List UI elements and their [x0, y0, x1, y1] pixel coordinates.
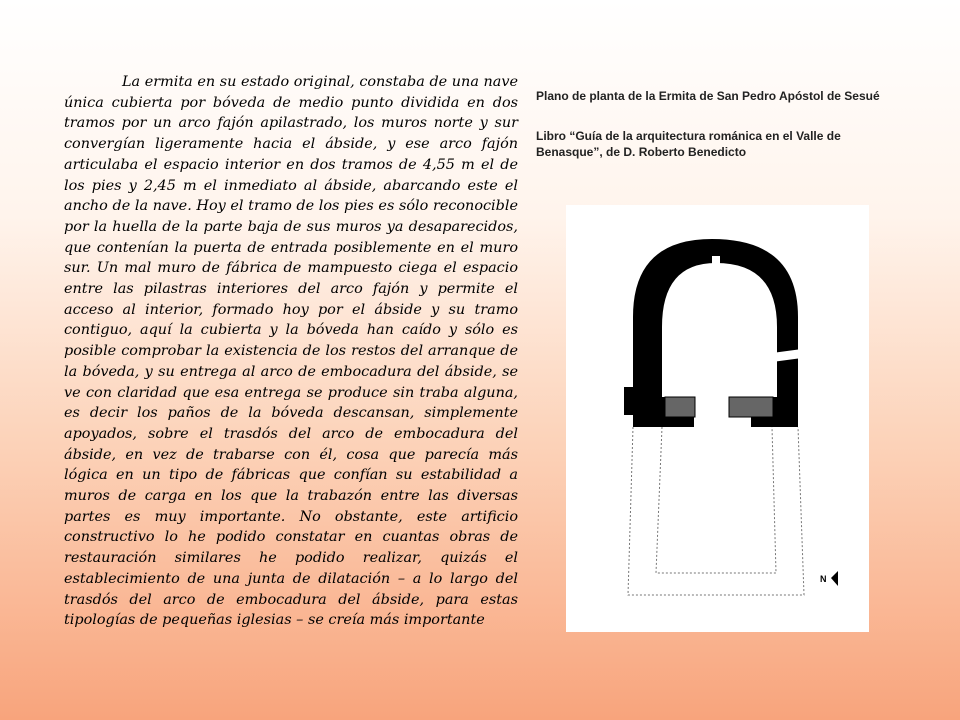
north-arrow-icon	[831, 571, 838, 586]
wall-buttress	[624, 387, 634, 415]
plan-caption: Plano de planta de la Ermita de San Pedro Apóstol de Sesué	[536, 89, 880, 103]
infill-wall-right	[729, 397, 773, 417]
infill-wall-left	[665, 397, 695, 417]
apse-window-notch	[712, 256, 720, 270]
description-paragraph: La ermita en su estado original, constaba de una nave única cubierta por bóveda de medio punto dividida en dos tramos por un arco fajón apilastrado, los muros norte y sur convergían ligeramente hacia el ábside, y ese arco fajón articulaba el espacio interior en dos tramos de 4,55 m el de los pies y 2,45 m el inmediato al ábside, abarcando este el ancho de la nave. Hoy el tramo de los pies es sólo reconocible por la huella de la parte baja de sus muros ya desaparecidos, que contenían la puerta de entrada posiblemente en el muro sur. Un mal muro de fábrica de mampuesto ciega el espacio entre las pilastras interiores del arco fajón y permite el acceso al interior, formado hoy por el ábside y su tramo contiguo, aquí la cubierta y la bóveda han caído y sólo es posible comprobar la existencia de los restos del arranque de la bóveda, y su entrega al arco de embocadura del ábside, se ve con claridad que esa entrega se produce sin traba alguna, es decir los paños de la bóveda descansan, simplemente apoyados, sobre el trasdós del arco de embocadura del ábside, en vez de trabarse con él, cosa que parecía más lógica en un tipo de fábricas que confían su estabilidad a muros de carga en los que la trabazón entre las diversas partes es muy importante. No obstante, este artificio constructivo lo he podido constatar en cuantas obras de restauración similares he podido realizar, quizás el establecimiento de una junta de dilatación – a lo largo del trasdós del arco de embocadura del ábside, para estas tipologías de pequeñas iglesias – se creía más importante	[64, 74, 518, 629]
floor-plan-drawing	[566, 205, 869, 632]
vanished-nave-outline	[628, 427, 804, 595]
floor-plan-figure	[566, 205, 869, 632]
book-caption: Libro “Guía de la arquitectura románica en el Valle de Benasque”, de D. Roberto Benedicto	[536, 129, 841, 159]
north-label: N	[820, 574, 827, 584]
vanished-nave-inner	[656, 427, 776, 573]
